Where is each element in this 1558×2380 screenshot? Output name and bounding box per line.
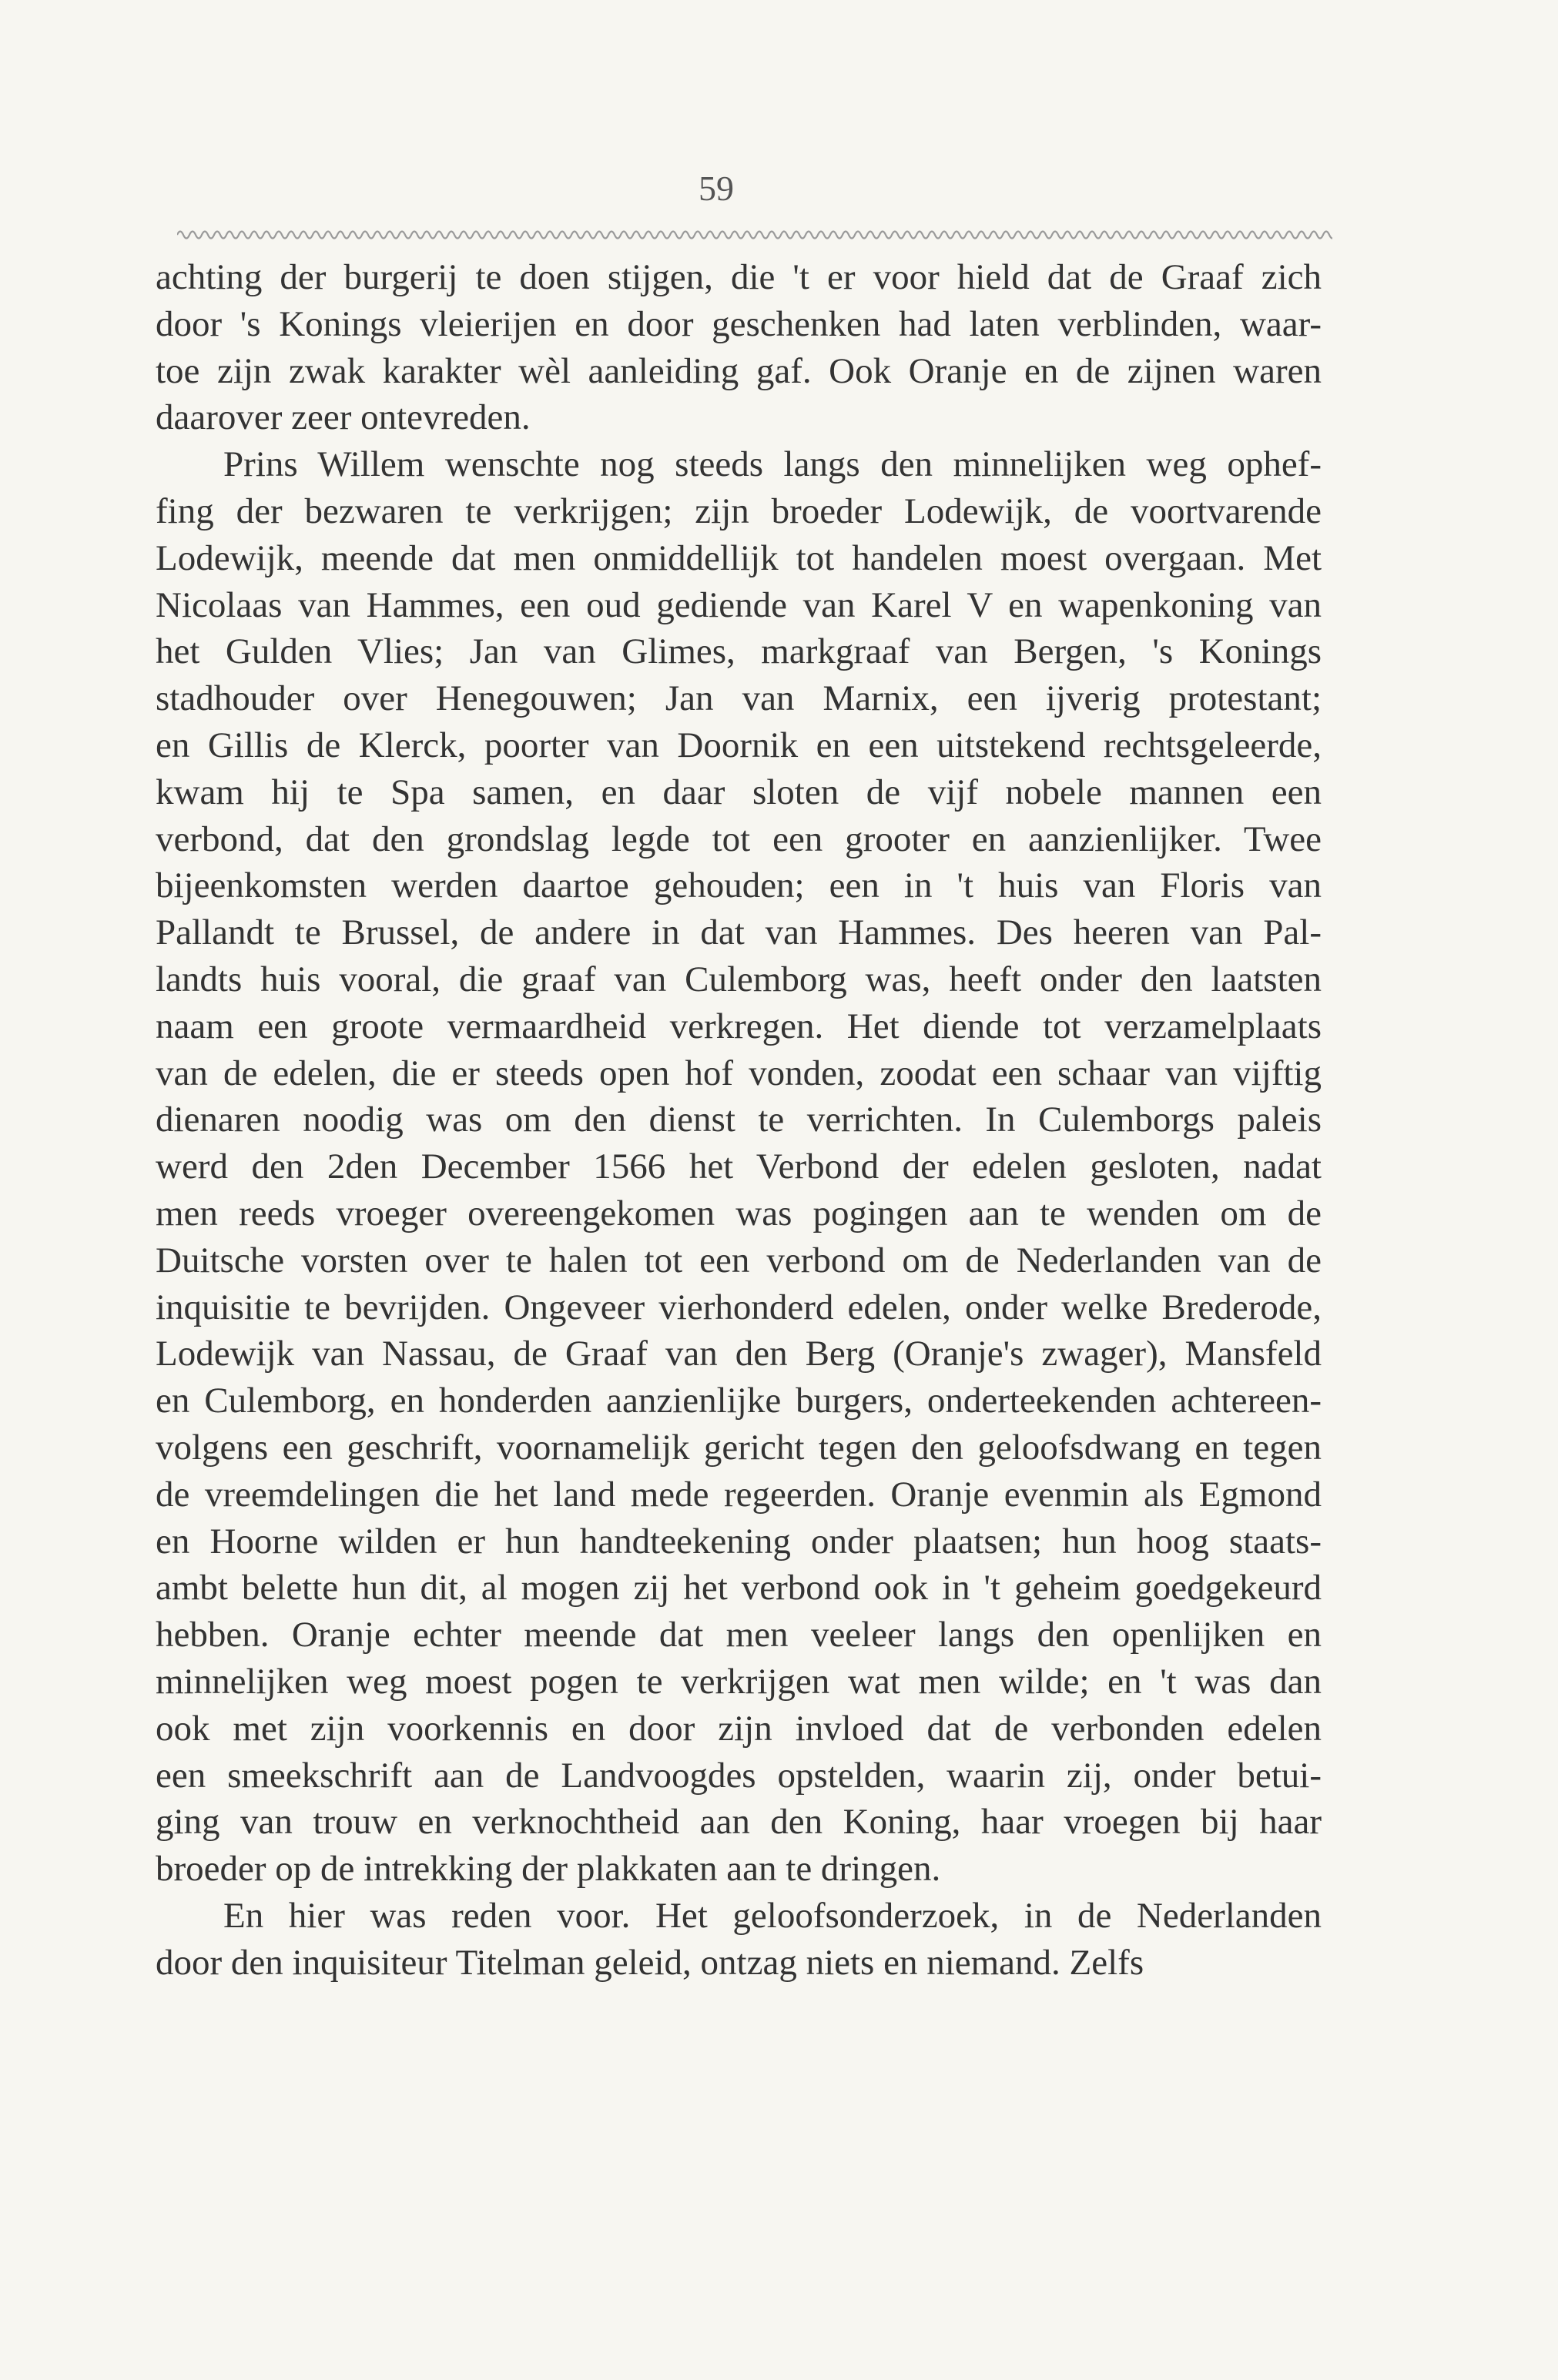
text-line: verbond, dat den grondslag legde tot een grooter en aanzienlijker. Twee <box>156 818 1322 859</box>
text-line: ging van trouw en verknochtheid aan den Koning, haar vroegen bij haar <box>156 1802 1322 1843</box>
body-text <box>156 254 1322 1986</box>
text-line: toe zijn zwak karakter wèl aanleiding gaf. Ook Oranje en de zijnen waren <box>156 350 1322 391</box>
page-number: 59 <box>699 169 734 208</box>
text-line: En hier was reden voor. Het geloofsonderzoek, in de Nederlanden <box>223 1895 1322 1936</box>
text-line: hebben. Oranje echter meende dat men veeleer langs den openlijken en <box>156 1615 1322 1655</box>
text-line: door 's Konings vleierijen en door geschenken had laten verblinden, waar- <box>156 303 1322 344</box>
text-line: het Gulden Vlies; Jan van Glimes, markgraaf van Bergen, 's Konings <box>156 631 1322 672</box>
text-line: door den inquisiteur Titelman geleid, ontzag niets en niemand. Zelfs <box>156 1942 1144 1983</box>
text-line: naam een groote vermaardheid verkregen. Het diende tot verzamelplaats <box>156 1006 1322 1046</box>
text-line: landts huis vooral, die graaf van Culemborg was, heeft onder den laatsten <box>156 959 1322 999</box>
text-line: daarover zeer ontevreden. <box>156 397 531 438</box>
text-line: fing der bezwaren te verkrijgen; zijn broeder Lodewijk, de voortvarende <box>156 490 1322 531</box>
text-line: inquisitie te bevrijden. Ongeveer vierhonderd edelen, onder welke Brederode, <box>156 1287 1322 1327</box>
text-line: achting der burgerij te doen stijgen, die 't er voor hield dat de Graaf zich <box>156 257 1322 297</box>
paragraph <box>156 254 1322 441</box>
text-line: en Gillis de Klerck, poorter van Doornik en een uitstekend rechtsgeleerde, <box>156 725 1322 765</box>
text-line: kwam hij te Spa samen, en daar sloten de vijf nobele mannen een <box>156 772 1322 812</box>
text-line: van de edelen, die er steeds open hof vonden, zoodat een schaar van vijftig <box>156 1053 1322 1093</box>
paragraph <box>156 441 1322 1893</box>
text-line: broeder op de intrekking der plakkaten aan te dringen. <box>156 1849 941 1890</box>
text-line: Lodewijk van Nassau, de Graaf van den Berg (Oranje's zwager), Mansfeld <box>156 1334 1322 1374</box>
text-line: minnelijken weg moest pogen te verkrijgen wat men wilde; en 't was dan <box>156 1661 1322 1702</box>
text-line: een smeekschrift aan de Landvoogdes opstelden, waarin zij, onder betui- <box>156 1755 1322 1796</box>
text-line: Duitsche vorsten over te halen tot een verbond om de Nederlanden van de <box>156 1240 1322 1280</box>
text-line: dienaren noodig was om den dienst te verrichten. In Culemborgs paleis <box>156 1100 1322 1140</box>
text-line: werd den 2den December 1566 het Verbond der edelen gesloten, nadat <box>156 1146 1322 1187</box>
text-line: ambt belette hun dit, al mogen zij het verbond ook in 't geheim goedgekeurd <box>156 1568 1322 1608</box>
text-line: volgens een geschrift, voornamelijk gericht tegen den geloofsdwang en tegen <box>156 1427 1322 1468</box>
text-line: stadhouder over Henegouwen; Jan van Marnix, een ijverig protestant; <box>156 678 1322 719</box>
text-line: en Culemborg, en honderden aanzienlijke burgers, onderteekenden achtereen- <box>156 1381 1322 1421</box>
text-line: Pallandt te Brussel, de andere in dat van Hammes. Des heeren van Pal- <box>156 912 1322 953</box>
paragraph <box>156 1893 1322 1987</box>
text-line: bijeenkomsten werden daartoe gehouden; een in 't huis van Floris van <box>156 865 1322 906</box>
text-line: de vreemdelingen die het land mede regeerden. Oranje evenmin als Egmond <box>156 1474 1322 1515</box>
text-line: Prins Willem wenschte nog steeds langs den minnelijken weg ophef- <box>223 444 1322 485</box>
text-line: en Hoorne wilden er hun handteekening onder plaatsen; hun hoog staats- <box>156 1521 1322 1562</box>
wavy-rule-ornament <box>177 223 1332 246</box>
text-line: men reeds vroeger overeengekomen was pogingen aan te wenden om de <box>156 1193 1322 1234</box>
text-line: Lodewijk, meende dat men onmiddellijk tot handelen moest overgaan. Met <box>156 537 1322 578</box>
text-line: ook met zijn voorkennis en door zijn invloed dat de verbonden edelen <box>156 1708 1322 1749</box>
text-line: Nicolaas van Hammes, een oud gediende van Karel V en wapenkoning van <box>156 584 1322 625</box>
